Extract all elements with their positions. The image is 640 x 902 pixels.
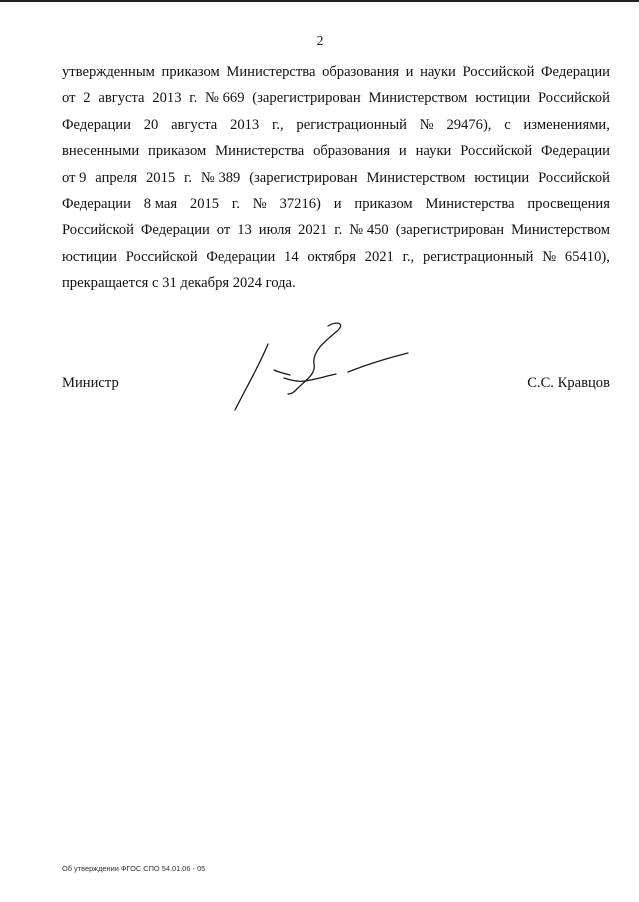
body-word: 2015 [189, 195, 220, 212]
body-word: августа [98, 90, 145, 107]
body-word: № [542, 248, 557, 265]
handwritten-signature-icon [228, 318, 418, 418]
body-word: науки [415, 143, 452, 160]
body-paragraph [62, 59, 610, 297]
page-number: 2 [316, 33, 324, 48]
body-line [62, 191, 610, 217]
body-word: 14 [284, 248, 299, 265]
body-word: образования [313, 143, 391, 160]
body-word: № 389 [200, 169, 241, 186]
body-word: изменениями, [523, 116, 610, 133]
body-word: Федерации [541, 64, 610, 80]
body-word: 65410), [564, 248, 610, 265]
body-word: регистрационный [422, 248, 534, 265]
body-word: 20 [143, 116, 159, 133]
body-word: 2021 [298, 222, 328, 239]
body-word: регистрационный [296, 116, 407, 133]
footer-note: Об утверждении ФГОС СПО 54.01.06 - 05 [62, 864, 206, 873]
body-line [62, 217, 610, 243]
body-word: Российской [460, 143, 533, 160]
body-word: Министерства [226, 64, 316, 80]
body-word: Федерации [62, 195, 131, 212]
body-word: образования [322, 64, 400, 80]
body-word: октября [307, 248, 356, 265]
body-line [62, 165, 610, 191]
body-word: апреля [95, 169, 138, 186]
body-word: 2015 [146, 169, 176, 186]
signatory-title: Министр [62, 375, 119, 391]
body-word: приказом [161, 64, 220, 80]
body-word: (зарегистрирован [249, 169, 358, 186]
body-word: № [419, 116, 434, 133]
body-word: юстиции [62, 248, 117, 265]
body-word: Министерством [511, 222, 610, 239]
signatory-name: С.С. Кравцов [527, 375, 610, 391]
body-word: 37216) [279, 195, 321, 212]
body-word: Федерации [140, 222, 210, 239]
body-line [62, 112, 610, 138]
body-word: от [216, 222, 231, 239]
body-word: Российской [538, 169, 610, 186]
body-word: г., [272, 116, 284, 133]
body-word: юстиции [475, 90, 531, 107]
scan-top-border [0, 0, 640, 2]
body-word: г. [189, 90, 198, 107]
body-word: г. [184, 169, 193, 186]
body-word: Федерации [206, 248, 276, 265]
body-word: 2 [83, 90, 91, 107]
body-word: № 450 [349, 222, 389, 239]
body-word: от [62, 90, 76, 107]
body-word: и [398, 143, 407, 160]
body-word: Министерства [215, 143, 305, 160]
body-word: августа [171, 116, 218, 133]
body-word: Российской [125, 248, 198, 265]
body-word: от 9 [62, 169, 87, 186]
body-word: (зарегистрирован [395, 222, 505, 239]
body-word: юстиции [474, 169, 530, 186]
body-word: и [405, 64, 414, 80]
body-word: Министерства [425, 195, 515, 212]
body-word: Федерации [62, 116, 131, 133]
body-word: приказом [354, 195, 413, 212]
body-word: г. [231, 195, 240, 212]
body-word: 2013 [230, 116, 260, 133]
body-word: просвещения [527, 195, 610, 212]
body-word: г., [402, 248, 415, 265]
body-word: Российской [537, 90, 610, 107]
body-word: науки [420, 64, 456, 80]
body-word: утвержденным [62, 64, 155, 80]
body-word: Федерации [541, 143, 610, 160]
body-line [62, 270, 610, 296]
body-word: 2021 [364, 248, 394, 265]
body-word: прекращается с 31 декабря 2024 года. [62, 275, 296, 292]
body-word: 13 [237, 222, 252, 239]
body-word: приказом [148, 143, 207, 160]
body-word: (зарегистрирован [252, 90, 361, 107]
body-word: г. [334, 222, 343, 239]
body-word: внесенными [62, 143, 140, 160]
body-word: и [333, 195, 342, 212]
body-word: № 669 [205, 90, 245, 107]
body-word: 29476), [446, 116, 492, 133]
body-word: Министерством [368, 90, 468, 107]
body-word: Российской [62, 222, 134, 239]
body-word: Российской [462, 64, 535, 80]
body-line [62, 138, 610, 164]
body-line [62, 59, 610, 85]
body-word: июля [258, 222, 292, 239]
body-word: 2013 [152, 90, 182, 107]
body-word: 8 мая [143, 195, 178, 212]
body-word: Министерством [366, 169, 466, 186]
body-line [62, 244, 610, 270]
body-line [62, 85, 610, 111]
body-word: с [504, 116, 511, 133]
body-word: № [252, 195, 267, 212]
